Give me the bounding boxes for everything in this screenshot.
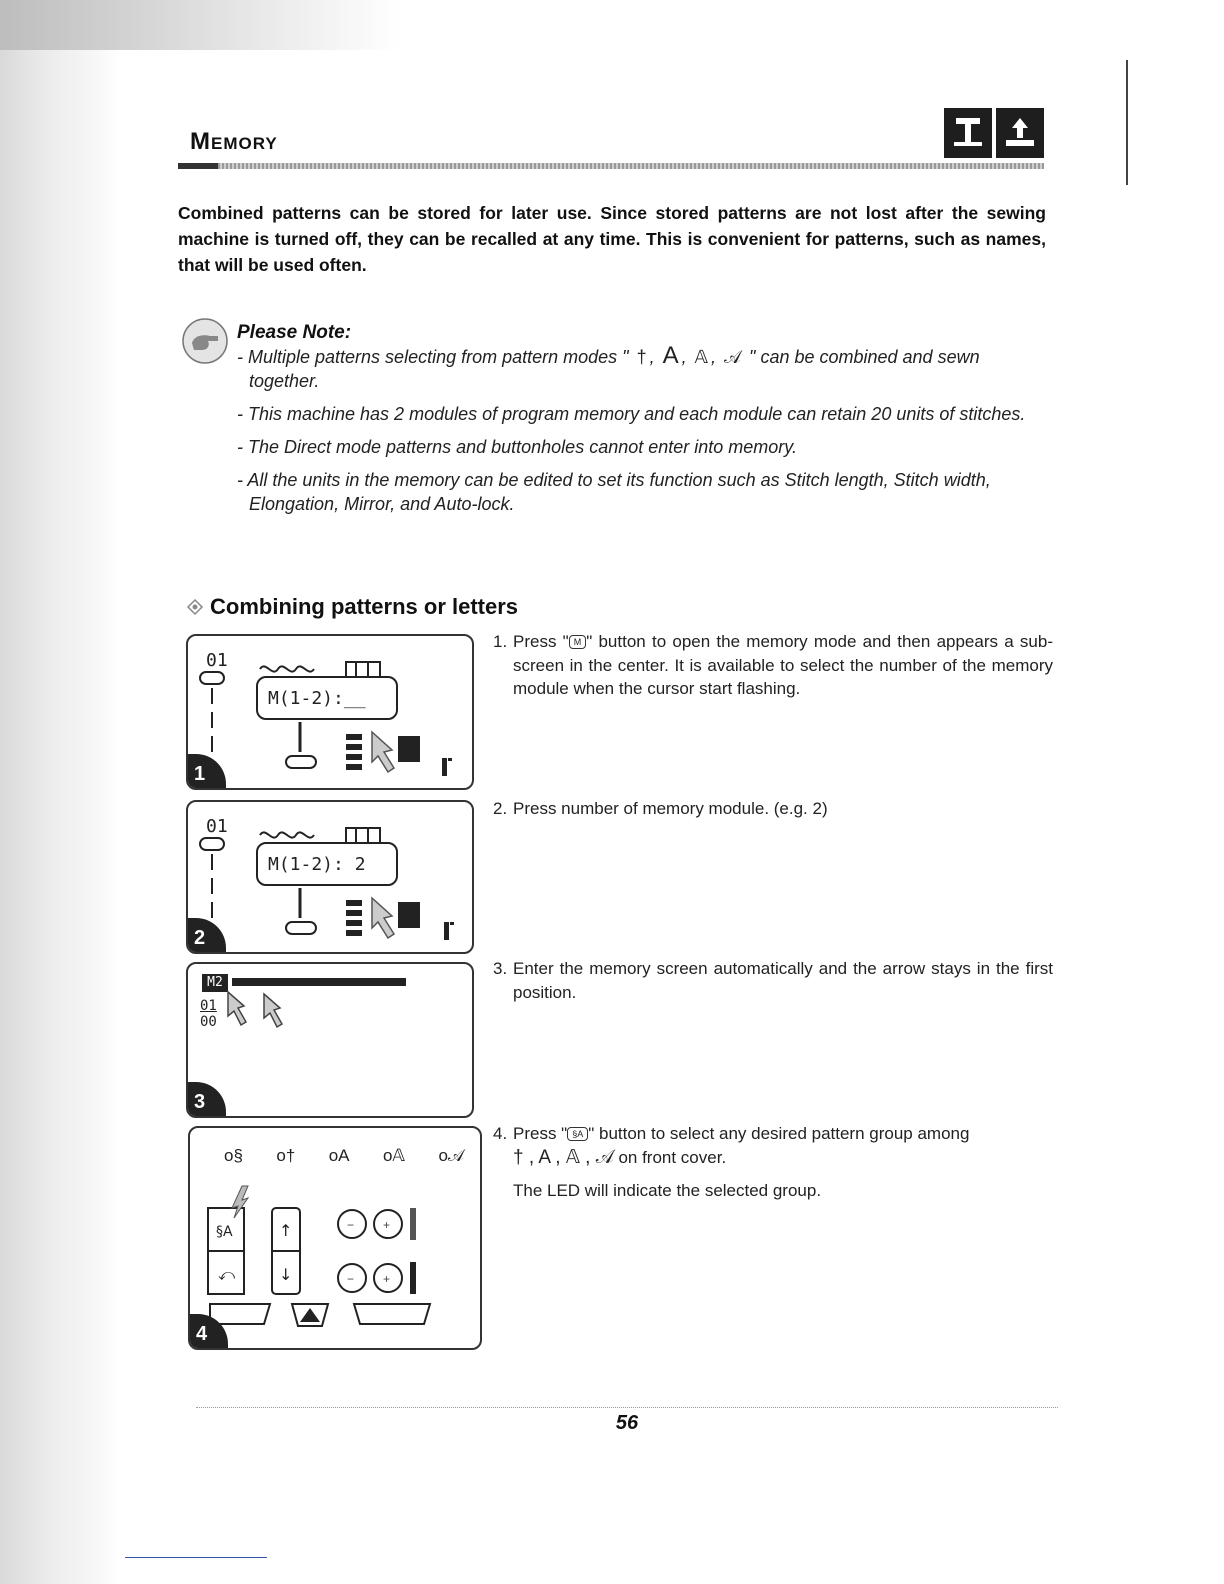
note-hand-icon bbox=[180, 316, 230, 366]
step-text: on front cover. bbox=[618, 1147, 727, 1167]
title-underline-accent bbox=[178, 163, 218, 169]
svg-text:↓: ↓ bbox=[279, 1265, 293, 1284]
step-item bbox=[493, 797, 1053, 821]
note-title: Please Note: bbox=[237, 322, 352, 343]
step-number: 2. bbox=[493, 799, 508, 818]
memory-module-tag: M2 bbox=[202, 974, 228, 992]
lcd-panel-step-2 bbox=[186, 800, 474, 954]
step-text: Press " bbox=[513, 632, 569, 651]
footer-rule bbox=[196, 1407, 1058, 1408]
step-text: " button to select any desired pattern group among bbox=[588, 1124, 970, 1143]
memory-button-icon: M bbox=[569, 635, 587, 649]
step-badge: 3 bbox=[186, 1082, 226, 1118]
header-icons bbox=[944, 108, 1044, 158]
feed-dog-icon bbox=[996, 108, 1044, 158]
note-item: - This machine has 2 modules of program memory and each module can retain 20 units of stitches. bbox=[237, 404, 1026, 424]
outline-a-symbol: 𝔸 bbox=[694, 347, 708, 367]
page-title: Memory bbox=[190, 128, 278, 155]
needle-icon bbox=[440, 754, 454, 778]
bottom-rule bbox=[125, 1557, 267, 1558]
note-item: - Multiple patterns selecting from pattern modes " † , A , 𝔸 , 𝒜 " can be combined and sewn together. bbox=[237, 342, 980, 391]
cursor-arrow-icon bbox=[346, 894, 426, 944]
svg-text:+: + bbox=[383, 1272, 391, 1286]
stitch-counter: 01 bbox=[206, 650, 228, 671]
step-badge: 1 bbox=[186, 754, 226, 790]
led-label: o𝒜 bbox=[438, 1146, 464, 1165]
letter-a-symbol: A bbox=[662, 342, 679, 369]
led-label-row bbox=[224, 1146, 464, 1166]
svg-text:−: − bbox=[347, 1272, 355, 1286]
note-item-text: " can be combined and sewn together. bbox=[249, 347, 980, 391]
step-text: Enter the memory screen automatically and the arrow stays in the first position. bbox=[513, 959, 1053, 1002]
control-panel-step-4 bbox=[188, 1126, 482, 1350]
lcd-panel-step-1 bbox=[186, 634, 474, 790]
step-extra-text: The LED will indicate the selected group. bbox=[513, 1181, 822, 1200]
control-buttons bbox=[204, 1184, 464, 1334]
note-item-text: - Multiple patterns selecting from pattern modes " bbox=[237, 347, 629, 367]
step-text: Press " bbox=[513, 1124, 568, 1143]
step-item bbox=[493, 957, 1053, 1004]
step-number: 4. bbox=[493, 1124, 508, 1143]
svg-text:§A: §A bbox=[216, 1224, 233, 1240]
memory-position: 01 bbox=[200, 998, 217, 1014]
title-underline bbox=[178, 163, 1044, 169]
svg-text:⤺: ⤺ bbox=[218, 1265, 236, 1284]
lcd-panel-step-3 bbox=[186, 962, 474, 1118]
binding-mark bbox=[1126, 60, 1128, 185]
memory-subscreen: M(1-2): 2 bbox=[256, 842, 398, 886]
needle-position-icon bbox=[284, 888, 344, 940]
led-label: o𝔸 bbox=[382, 1146, 405, 1165]
needle-position-icon bbox=[284, 722, 344, 774]
pattern-group-symbols: † , A , 𝔸 , 𝒜 bbox=[513, 1146, 614, 1168]
note-list bbox=[237, 344, 1049, 525]
svg-text:↑: ↑ bbox=[279, 1221, 293, 1240]
led-label: o§ bbox=[224, 1146, 243, 1165]
step-badge: 4 bbox=[188, 1314, 228, 1350]
memory-subscreen: M(1-2):__ bbox=[256, 676, 398, 720]
step-number: 3. bbox=[493, 959, 508, 978]
led-label: o† bbox=[276, 1146, 296, 1165]
scan-shadow-left bbox=[0, 0, 120, 1584]
presser-foot-icon bbox=[944, 108, 992, 158]
memory-slot-bar bbox=[232, 978, 406, 986]
cursor-arrow-icon bbox=[224, 988, 294, 1038]
scan-shadow-top bbox=[0, 0, 400, 50]
stitch-counter: 01 bbox=[206, 816, 228, 837]
note-item: - The Direct mode patterns and buttonholes cannot enter into memory. bbox=[237, 437, 797, 457]
note-item: - All the units in the memory can be edited to set its function such as Stitch length, Stitch width, Elongation, Mirror, and Auto-lock. bbox=[237, 470, 991, 514]
needle-icon bbox=[442, 918, 456, 942]
pattern-group-button-icon: §A bbox=[567, 1127, 588, 1141]
step-text: " button to open the memory mode and then appears a sub-screen in the center. It is available to select the number of the memory module when the cursor start flashing. bbox=[513, 632, 1053, 698]
svg-text:+: + bbox=[383, 1218, 391, 1232]
svg-text:−: − bbox=[347, 1218, 355, 1232]
step-text: Press number of memory module. (e.g. 2) bbox=[513, 799, 828, 818]
step-item bbox=[493, 1122, 1053, 1203]
section-title: Combining patterns or letters bbox=[210, 594, 519, 619]
utility-stitch-symbol: † bbox=[636, 347, 647, 367]
step-item bbox=[493, 630, 1053, 701]
led-label: oA bbox=[328, 1146, 350, 1165]
diamond-bullet-icon bbox=[186, 598, 204, 616]
script-a-symbol: 𝒜 bbox=[724, 347, 742, 367]
page-number: 56 bbox=[615, 1412, 639, 1434]
memory-count: 00 bbox=[200, 1014, 217, 1030]
step-badge: 2 bbox=[186, 918, 226, 954]
intro-paragraph: Combined patterns can be stored for later use. Since stored patterns are not lost after the sewing machine is turned off, they can be recalled at any time. This is convenient for patterns, such as names, that will be used often. bbox=[178, 203, 1046, 275]
section-heading bbox=[186, 594, 518, 620]
step-number: 1. bbox=[493, 632, 508, 651]
cursor-arrow-icon bbox=[346, 728, 426, 778]
